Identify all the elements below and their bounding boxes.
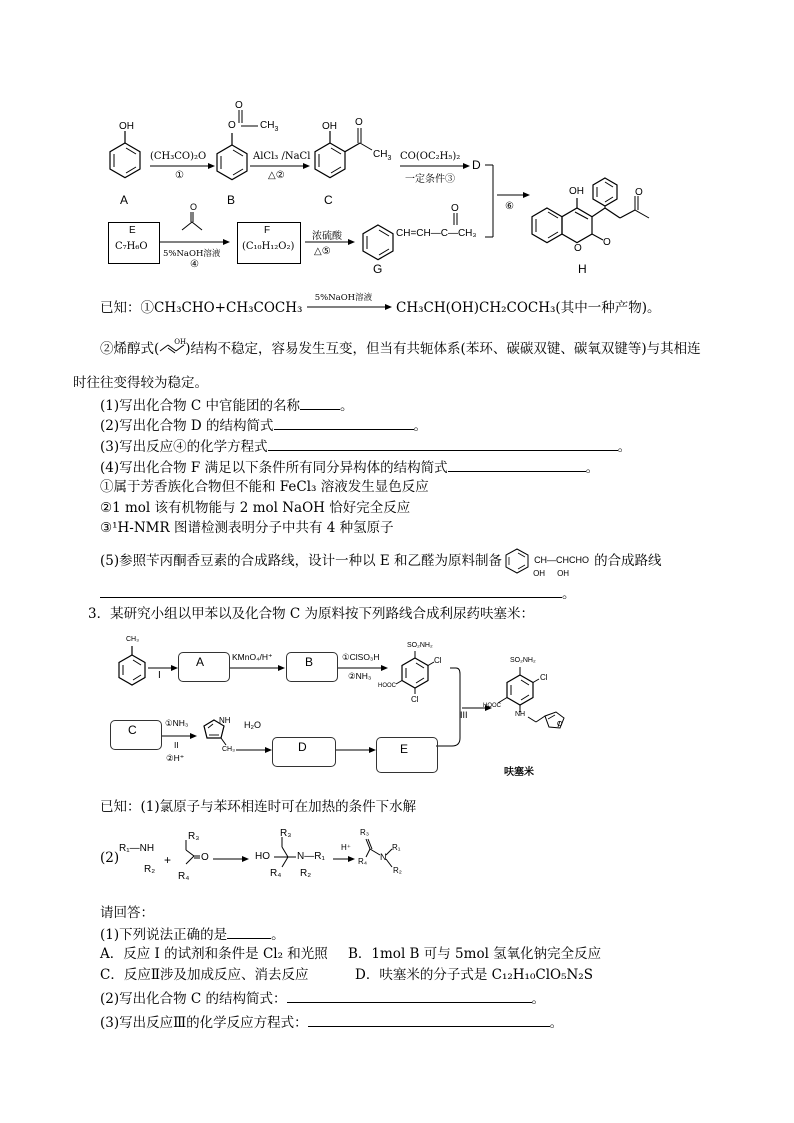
known1-arrow (307, 304, 392, 310)
p3-known-1: 已知：(1)氯原子与苯环相连时可在加热的条件下水解 (100, 799, 417, 815)
p3-known-2-label: (2) (100, 850, 120, 866)
p3-option-d[interactable]: D．呋塞米的分子式是 C₁₂H₁₀ClO₅N₂S (355, 967, 593, 983)
label-o-h-ketone: O (635, 187, 643, 198)
sulfonamide-hooc: HOOC (378, 683, 396, 689)
pyrrole-ch3: CH₃ (222, 746, 235, 753)
question-1: (1)写出化合物 C 中官能团的名称 。 (100, 395, 354, 415)
furosemide-cl: Cl (540, 673, 548, 682)
p3-n: N (380, 852, 387, 862)
reagent-4: 5%NaOH溶液 (163, 249, 221, 259)
label-ch3-c: $CH_3$ (373, 149, 392, 162)
p3-r3-b: R₃ (280, 828, 292, 839)
step-2: △② (268, 170, 285, 181)
arrow-d (236, 746, 272, 754)
arrow-kmno4 (230, 664, 285, 672)
arrow-known-2 (213, 855, 249, 863)
sulfonamide-so2nh2: SO₂NH₂ (407, 642, 433, 649)
step-1: ① (175, 170, 184, 181)
reagent-h-ii: ②H⁺ (166, 753, 185, 763)
reagent-clso3h: ①ClSO₃H (342, 652, 380, 662)
reagent-3: CO(OC₂H₅)₂ (400, 151, 461, 162)
g-chain: CH=CH—C—CH₃ (396, 228, 477, 239)
label-e: E (129, 225, 136, 236)
label-oh-c: OH (322, 121, 337, 132)
label-ch3-b: $CH_3$ (260, 120, 279, 133)
p3-option-b[interactable]: B．1mol B 可与 5mol 氢氧化钠完全反应 (348, 946, 602, 962)
p3-r3-a: R₃ (188, 831, 200, 842)
condition-3: ③¹H-NMR 图谱检测表明分子中共有 4 种氢原子 (100, 520, 394, 536)
sulfonamide-cl-2: Cl (411, 695, 419, 704)
p3-question-1: (1)下列说法正确的是 。 (100, 924, 285, 944)
step-iii: III (460, 710, 468, 720)
label-o-h-carbonyl: O (603, 237, 611, 248)
p3-n-r1: N—R₁ (297, 851, 325, 862)
label-oh-a: OH (119, 121, 134, 132)
label-d: D (472, 158, 481, 172)
reagent-2: AlCl₃ /NaCl (253, 151, 311, 162)
question-4: (4)写出化合物 F 满足以下条件所有同分异构体的结构简式 。 (100, 457, 599, 477)
answer-blank-4[interactable] (448, 457, 586, 472)
arrow-2 (250, 162, 310, 170)
reagent-nh3: ②NH₃ (348, 671, 372, 681)
enol-oh: OH (174, 338, 187, 346)
q5-oh-1: OH (533, 568, 546, 578)
p3-ask: 请回答： (100, 905, 154, 921)
structure-furosemide (490, 655, 580, 745)
label-h2o: H₂O (244, 720, 261, 730)
label-f: F (264, 225, 271, 236)
p3-question-2: (2)写出化合物 C 的结构简式： 。 (100, 988, 545, 1008)
arrow-known-3 (333, 855, 355, 863)
arrow-3 (400, 162, 470, 170)
label-c: C (324, 193, 333, 207)
p3-plus: + (164, 853, 172, 867)
question-3: (3)写出反应④的化学方程式 。 (100, 436, 631, 456)
answer-blank-5[interactable] (100, 583, 562, 598)
label-o-c: O (355, 117, 363, 128)
furosemide-o: O (557, 721, 563, 728)
answer-line-5: 。 (100, 583, 576, 603)
p3-o: O (201, 852, 209, 863)
label-o-b-top: O (235, 100, 243, 111)
label-d-p3: D (298, 740, 307, 754)
sulfonamide-cl-1: Cl (434, 656, 442, 665)
arrow-1 (150, 162, 215, 170)
p3-r2-b: R₂ (300, 868, 312, 879)
arrow-e (336, 746, 376, 754)
p3-r2-c: R₂ (393, 866, 402, 875)
step-5: △⑤ (314, 246, 331, 257)
arrow-4 (160, 212, 230, 252)
p3-answer-blank-3[interactable] (308, 1012, 550, 1027)
arrow-i (148, 664, 178, 672)
reagent-nh3-ii: ①NH₃ (165, 718, 189, 728)
label-oh-h: OH (569, 186, 584, 197)
p3-question-3: (3)写出反应Ⅲ的化学反应方程式： 。 (100, 1012, 563, 1032)
known-2: ②烯醇式( OH )结构不稳定，容易发生互变，但当有共轭体系(苯环、碳碳双键、碳氧双键等)与其相连 (100, 339, 701, 358)
p3-hplus: H⁺ (341, 843, 351, 852)
label-a: A (120, 193, 129, 207)
reagent-1: (CH₃CO)₂O (150, 151, 207, 162)
answer-blank-3[interactable] (268, 436, 618, 451)
formula-f: (C₁₀H₁₂O₂) (242, 241, 295, 252)
label-e-p3: E (400, 742, 409, 756)
p3-r4-b: R₄ (270, 868, 282, 879)
known1-condition: 5%NaOH溶液 (314, 293, 373, 303)
reagent-kmno4: KMnO₄/H⁺ (232, 652, 273, 662)
step-ii: II (174, 740, 179, 750)
label-furosemide: 呋塞米 (504, 767, 534, 778)
label-a-p3: A (196, 655, 205, 669)
p3-r2-a: R₂ (144, 864, 156, 875)
p3-r4-a: R₄ (178, 871, 190, 882)
structure-h (525, 150, 675, 265)
step-4: ④ (190, 259, 199, 270)
question-5: (5)参照苄丙酮香豆素的合成路线，设计一种以 E 和乙醛为原料制备 CH—CHCHO OH OH 的合成路线 (100, 552, 662, 570)
label-oc-b: O (228, 120, 236, 131)
reagent-5: 浓硫酸 (312, 231, 342, 242)
label-o-g: O (451, 203, 459, 214)
label-g: G (373, 262, 383, 276)
label-b-p3: B (305, 655, 314, 669)
furosemide-so2nh2: SO₂NH₂ (510, 657, 536, 664)
question-2: (2)写出化合物 D 的结构简式 。 (100, 415, 427, 435)
label-o-acetone: O (190, 202, 198, 212)
formula-e: C₇H₆O (115, 241, 148, 252)
p3-r3-c: R₃ (360, 828, 370, 837)
toluene-ch3: CH₃ (126, 636, 139, 643)
q5-oh-2: OH (557, 568, 570, 578)
p3-answer-blank-1[interactable] (227, 924, 271, 939)
condition-1: ①属于芳香族化合物但不能和 FeCl₃ 溶液发生显色反应 (100, 479, 429, 495)
condition-2: ②1 mol 该有机物能与 2 mol NaOH 恰好完全反应 (100, 500, 411, 516)
p3-option-c[interactable]: C．反应Ⅱ涉及加成反应、消去反应 (100, 967, 309, 983)
p3-r1: R₁ (392, 843, 401, 852)
p3-r1nh: R₁—NH (119, 843, 155, 854)
label-o-h-ring: O (574, 243, 582, 254)
step-3: 一定条件③ (405, 174, 455, 185)
pyrrole-nh: NH (219, 716, 231, 725)
q5-benzene-icon (504, 548, 530, 574)
structure-toluene (115, 640, 150, 695)
p3-option-a[interactable]: A．反应 I 的试剂和条件是 Cl₂ 和光照 (100, 946, 328, 962)
p3-answer-blank-2[interactable] (287, 988, 532, 1003)
known-2-cont: 时往往变得较为稳定。 (73, 375, 208, 391)
q5-chain: CH—CHCHO (534, 554, 590, 565)
arrow-ii (162, 732, 197, 740)
step-i: I (158, 670, 161, 681)
label-b: B (227, 193, 236, 207)
step-6: ⑥ (505, 201, 514, 212)
furosemide-hooc: HOOC (483, 703, 501, 709)
answer-blank-1[interactable] (300, 395, 340, 410)
problem3-intro: 3．某研究小组以甲苯以及化合物 C 为原料按下列路线合成利尿药呋塞米： (88, 606, 535, 622)
known-1: 已知：①CH₃CHO+CH₃COCH₃ 5%NaOH溶液 CH₃CH(OH)CH₂COCH₃(其中一种产物)。 (100, 298, 660, 317)
label-h: H (578, 262, 587, 276)
p3-ho: HO (255, 851, 270, 862)
p3-r4-c: R₄ (358, 857, 368, 866)
furosemide-nh: NH (515, 711, 526, 718)
label-c-p3: C (128, 723, 137, 737)
answer-blank-2[interactable] (274, 415, 414, 430)
